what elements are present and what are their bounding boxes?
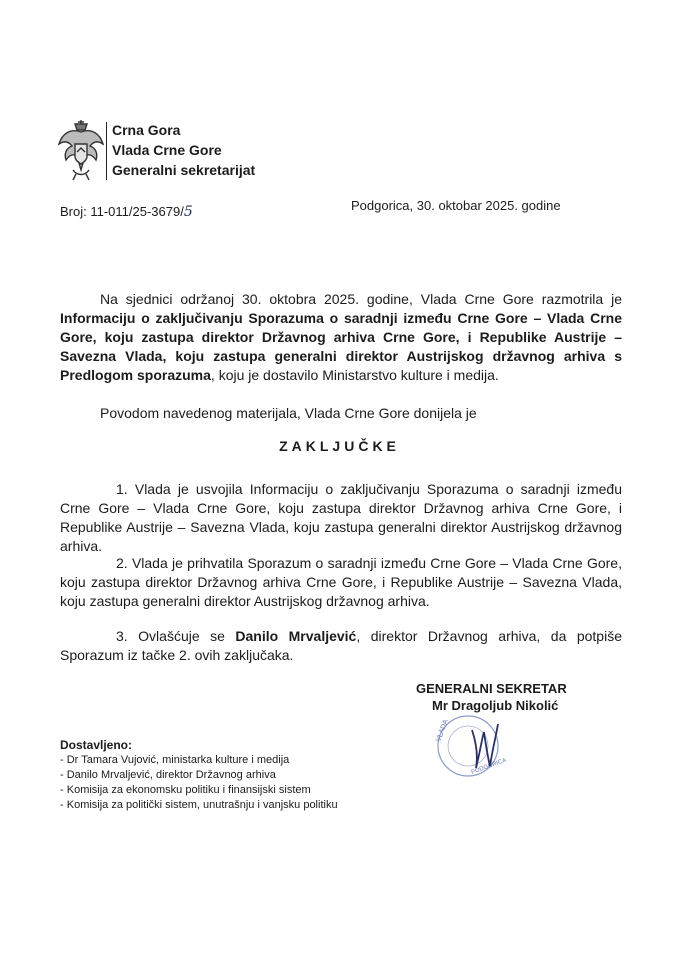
intro-subject-bold: Informaciju o zaključivanju Sporazuma o saradnji između Crne Gore – Vlada Crne Gore, koju zastupa direktor Državnog arhiva Crne Gore, i Republike Austrije – Savezna Vlada, koju zastupa generalni direktor Austrijskog državnog arhiva s Predlogom sporazuma xyxy=(60,310,622,383)
official-stamp-and-signature xyxy=(432,712,536,782)
signatory-name: Mr Dragoljub Nikolić xyxy=(432,698,559,713)
authorized-person-name: Danilo Mrvaljević xyxy=(235,628,357,644)
intro-text-2: , koju je dostavilo Ministarstvo kulture i medija. xyxy=(210,367,499,383)
department-name: Generalni sekretarijat xyxy=(112,162,256,178)
signatory-title: GENERALNI SEKRETAR xyxy=(416,681,567,696)
letterhead xyxy=(112,120,255,180)
place-and-date: Podgorica, 30. oktobar 2025. godine xyxy=(351,198,561,213)
distribution-label: Dostavljeno: xyxy=(60,738,133,752)
intro-paragraph xyxy=(60,290,622,385)
list-item: - Danilo Mrvaljević, direktor Državnog arhiva xyxy=(60,768,338,783)
decision-intro: Povodom navedenog materijala, Vlada Crne Gore donijela je xyxy=(100,405,477,421)
reference-number-handwritten: 5 xyxy=(183,204,193,220)
conclusion-item-3-text-b: , direktor Državnog arhiva, da potpiše Sporazum iz tačke 2. ovih zaključaka. xyxy=(60,628,622,663)
conclusion-item-1 xyxy=(60,480,622,556)
letterhead-divider xyxy=(106,122,107,180)
country-name: Crna Gora xyxy=(112,122,181,138)
conclusion-item-3 xyxy=(60,627,622,665)
list-item: - Dr Tamara Vujović, ministarka kulture i medija xyxy=(60,753,338,768)
reference-number-printed: Broj: 11-011/25-3679/ xyxy=(60,204,184,219)
conclusion-item-3-text-a: 3. Ovlašćuje se xyxy=(116,628,236,644)
montenegro-coat-of-arms-icon xyxy=(56,118,106,184)
intro-text-1: Na sjednici održanoj 30. oktobra 2025. godine, Vlada Crne Gore razmotrila je xyxy=(100,291,622,307)
conclusion-item-2 xyxy=(60,554,622,611)
government-name: Vlada Crne Gore xyxy=(112,142,222,158)
stamp-text-bottom: PODGORICA xyxy=(470,757,508,776)
distribution-list xyxy=(60,738,338,813)
conclusions-heading: ZAKLJUČKE xyxy=(279,438,400,454)
conclusion-item-1-text: 1. Vlada je usvojila Informaciju o zaključivanju Sporazuma o saradnji između Crne Gore – Vlada Crne Gore, koju zastupa direktor Državnog arhiva Crne Gore, i Republike Austrije – Savezna Vlada, koju zastupa generalni direktor Austrijskog državnog arhiva. xyxy=(60,481,622,554)
list-item: - Komisija za ekonomsku politiku i finansijski sistem xyxy=(60,783,338,798)
list-item: - Komisija za politički sistem, unutrašnju i vanjsku politiku xyxy=(60,798,338,813)
stamp-text-top: VLADA xyxy=(435,718,450,743)
conclusion-item-2-text: 2. Vlada je prihvatila Sporazum o saradnji između Crne Gore – Vlada Crne Gore, koju zastupa direktor Državnog arhiva Crne Gore, i Republike Austrije – Savezna Vlada, koju zastupa generalni direktor Austrijskog državnog arhiva. xyxy=(60,555,622,609)
reference-number xyxy=(60,204,193,220)
